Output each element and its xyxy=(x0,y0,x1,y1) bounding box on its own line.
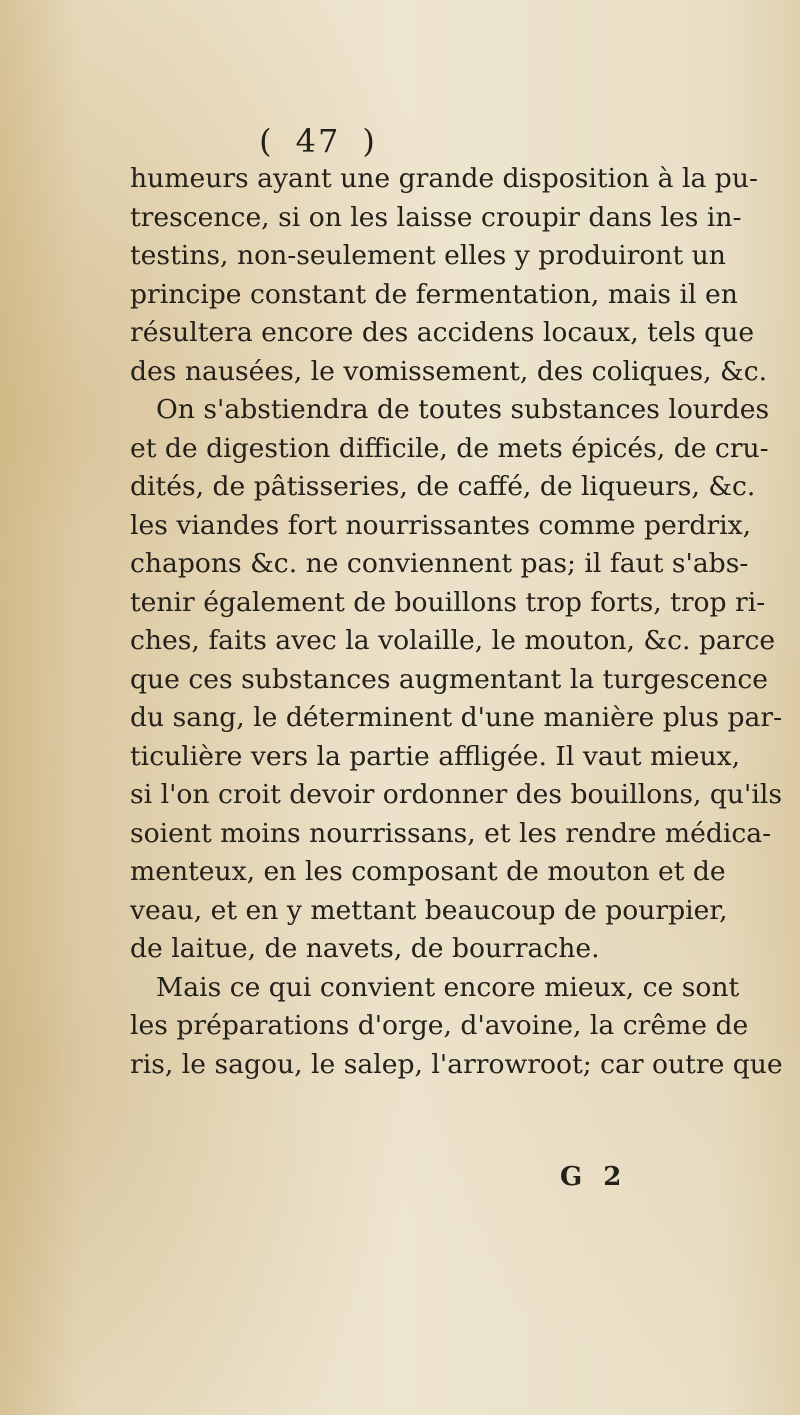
text-line: des nausées, le vomissement, des coliques, &c. xyxy=(130,355,768,387)
body-text xyxy=(130,160,783,1084)
open-paren: ( xyxy=(259,122,274,160)
text-line: ches, faits avec la volaille, le mouton, &c. parce xyxy=(130,625,776,656)
paragraph-start-line: On s'abstiendra de toutes substances lourdes xyxy=(156,394,770,425)
text-line: de laitue, de navets, de bourrache. xyxy=(130,933,600,964)
text-line: principe constant de fermentation, mais il en xyxy=(130,278,738,310)
text-line: du sang, le déterminent d'une manière plus par- xyxy=(130,702,783,733)
text-line: les préparations d'orge, d'avoine, la crême de xyxy=(130,1010,749,1041)
close-paren: ) xyxy=(362,122,377,160)
signature-mark: G 2 xyxy=(560,1162,628,1192)
text-line: chapons &c. ne conviennent pas; il faut s'abs- xyxy=(130,548,749,579)
text-line: que ces substances augmentant la turgescence xyxy=(130,663,768,695)
text-line: tenir également de bouillons trop forts, trop ri- xyxy=(130,586,766,618)
text-line: menteux, en les composant de mouton et de xyxy=(130,856,726,887)
text-line: soient moins nourrissans, et les rendre médica- xyxy=(130,817,772,849)
paragraph-start-line: Mais ce qui convient encore mieux, ce sont xyxy=(156,971,740,1003)
text-line: testins, non-seulement elles y produiront un xyxy=(130,240,726,271)
text-line: si l'on croit devoir ordonner des bouillons, qu'ils xyxy=(130,779,783,810)
text-line: ticulière vers la partie affligée. Il vaut mieux, xyxy=(130,740,741,772)
text-line: et de digestion difficile, de mets épicés, de cru- xyxy=(130,432,769,464)
page-number xyxy=(0,122,718,160)
text-line: veau, et en y mettant beaucoup de pourpier, xyxy=(130,894,728,926)
text-line: les viandes fort nourrissantes comme perdrix, xyxy=(130,509,752,541)
text-line: humeurs ayant une grande disposition à la pu- xyxy=(130,163,758,194)
text-line: résultera encore des accidens locaux, tels que xyxy=(130,317,755,348)
text-line: trescence, si on les laisse croupir dans les in- xyxy=(130,201,742,233)
text-line: dités, de pâtisseries, de caffé, de liqueurs, &c. xyxy=(130,471,756,502)
page-number-value: 47 xyxy=(295,122,341,160)
text-line: ris, le sagou, le salep, l'arrowroot; car outre que xyxy=(130,1048,783,1080)
